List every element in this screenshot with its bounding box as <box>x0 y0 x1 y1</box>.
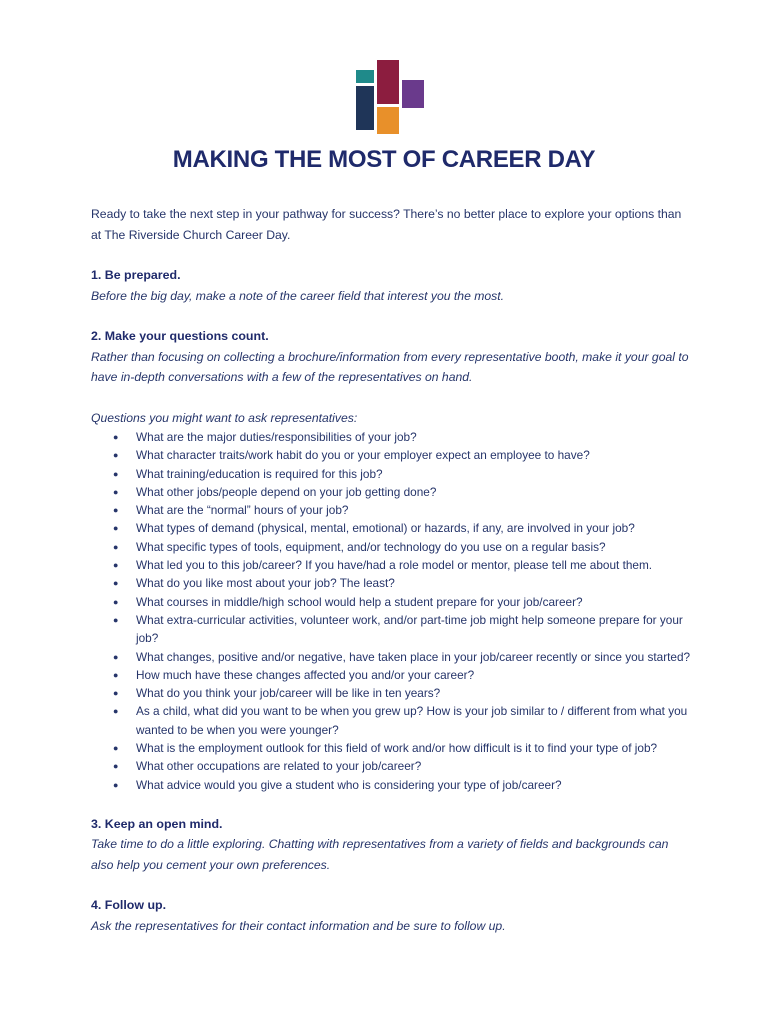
section-body: Before the big day, make a note of the career field that interest you the most. <box>91 288 505 303</box>
list-item: ● What are the major duties/responsibilities of your job? <box>91 428 691 446</box>
bullet-icon: ● <box>113 669 119 680</box>
bullet-icon: ● <box>113 523 119 534</box>
bullet-icon: ● <box>113 688 119 699</box>
section-heading: 1. Be prepared. <box>91 268 181 282</box>
bullet-icon: ● <box>113 505 119 516</box>
list-item: ● What types of demand (physical, mental, emotional) or hazards, if any, are involved in your job? <box>91 519 691 537</box>
section-body: Ask the representatives for their contact information and be sure to follow up. <box>91 918 506 933</box>
logo-purple-block <box>402 80 424 108</box>
list-item: ● What other occupations are related to your job/career? <box>91 757 691 775</box>
questions-intro: Questions you might want to ask representatives: <box>91 410 358 425</box>
section-heading: 4. Follow up. <box>91 898 167 913</box>
bullet-icon: ● <box>113 541 119 552</box>
bullet-icon: ● <box>113 432 119 442</box>
section-follow-up <box>91 895 691 936</box>
bullet-icon: ● <box>113 651 119 662</box>
list-item: ● What are the “normal” hours of your job? <box>91 501 691 519</box>
bullet-icon: ● <box>113 450 119 461</box>
bullet-icon: ● <box>113 706 119 717</box>
bullet-icon: ● <box>113 578 119 589</box>
bullet-icon: ● <box>113 779 119 790</box>
list-item: ● What specific types of tools, equipment, and/or technology do you use on a regular basis? <box>91 538 691 556</box>
bullet-icon: ● <box>113 486 119 497</box>
list-item: ● What do you think your job/career will be like in ten years? <box>91 684 691 702</box>
bullet-icon: ● <box>113 560 119 571</box>
bullet-icon: ● <box>113 614 119 625</box>
section-heading: 2. Make your questions count. <box>91 329 269 343</box>
list-item: ● What courses in middle/high school would help a student prepare for your job/career? <box>91 593 691 611</box>
list-item: ● What led you to this job/career? If you have/had a role model or mentor, please tell me about them. <box>91 556 691 574</box>
logo-navy-block <box>356 86 374 130</box>
section-heading: 3. Keep an open mind. <box>91 816 223 831</box>
list-item: ● What is the employment outlook for this field of work and/or how difficult is it to find your type of job? <box>91 739 691 757</box>
section-body: Take time to do a little exploring. Chatting with representatives from a variety of fields and backgrounds can also help you cement your own preferences. <box>91 837 669 872</box>
section-questions-count <box>91 326 691 388</box>
list-item: ● What character traits/work habit do you or your employer expect an employee to have? <box>91 446 691 464</box>
riverside-church-logo <box>352 58 428 136</box>
intro-paragraph: Ready to take the next step in your pathway for success? There’s no better place to explore your options than at The Riverside Church Career Day. <box>91 207 682 242</box>
bullet-icon: ● <box>113 468 119 479</box>
logo-teal-block <box>356 70 374 83</box>
bullet-icon: ● <box>113 761 119 772</box>
list-item: ● What extra-curricular activities, volunteer work, and/or part-time job might help someone prepare for your job? <box>113 612 683 646</box>
list-item: ● How much have these changes affected you and/or your career? <box>91 666 691 684</box>
logo-maroon-block <box>377 60 399 104</box>
bullet-icon: ● <box>113 743 119 754</box>
list-item: ● What other jobs/people depend on your job getting done? <box>91 483 691 501</box>
document-body <box>91 204 691 956</box>
list-item: ● What training/education is required for this job? <box>91 465 691 483</box>
section-be-prepared <box>91 265 691 306</box>
list-item: ● What do you like most about your job? The least? <box>91 574 691 592</box>
list-item: ● What changes, positive and/or negative, have taken place in your job/career recently or since you started? <box>91 648 691 666</box>
section-body: Rather than focusing on collecting a brochure/information from every representative booth, make it your goal to have in-depth conversations with a few of the representatives on hand. <box>91 349 689 384</box>
list-item: ● What advice would you give a student who is considering your type of job/career? <box>91 776 691 794</box>
bullet-icon: ● <box>113 596 119 607</box>
logo-orange-block <box>377 107 399 134</box>
questions-list <box>91 428 691 794</box>
section-open-mind <box>91 814 691 876</box>
list-item: ● As a child, what did you want to be when you grew up? How is your job similar to / different from what you wanted to be when you were younger? <box>113 704 688 737</box>
page-title: MAKING THE MOST OF CAREER DAY <box>172 146 596 173</box>
